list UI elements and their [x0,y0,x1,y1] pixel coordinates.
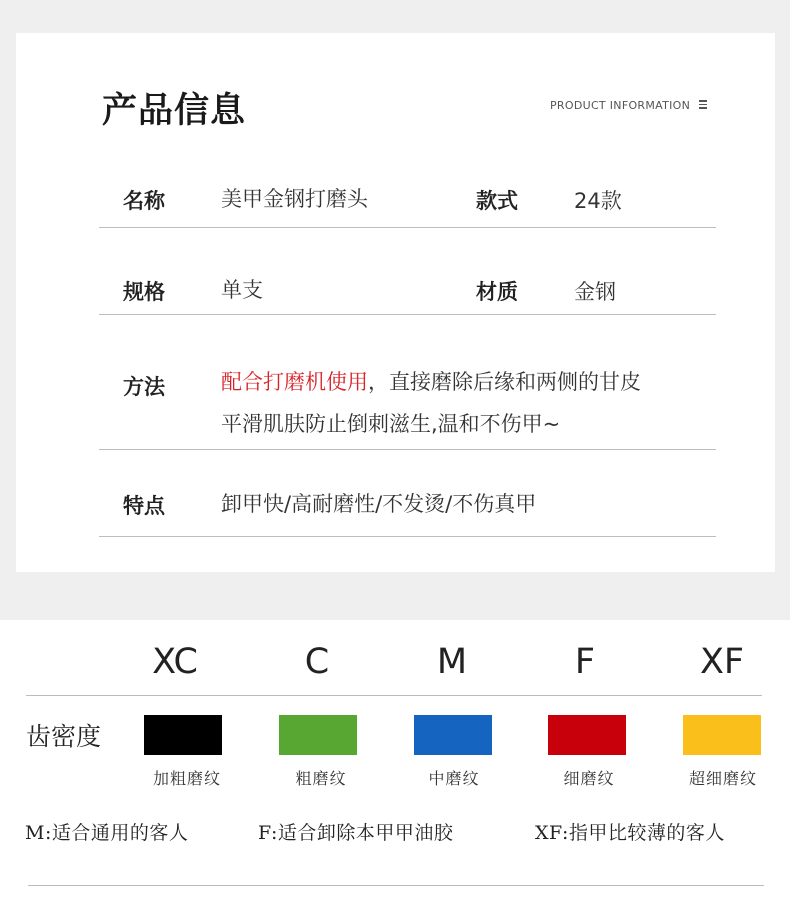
info-row-method [99,346,716,450]
swatch-label: 加粗磨纹 [152,769,221,788]
method-highlight: 配合打磨机使用 [221,370,368,394]
menu-icon [699,100,707,108]
page-title: 产品信息 [102,91,247,131]
spec-value: 单支 [221,278,263,302]
grade-label: XC [152,642,198,682]
note-m: M:适合通用的客人 [25,822,189,844]
method-label: 方法 [123,375,165,399]
name-value: 美甲金钢打磨头 [221,187,368,211]
color-swatch [548,715,626,755]
note-xf: XF:指甲比较薄的客人 [535,822,725,844]
color-swatch [414,715,492,755]
swatch-label: 粗磨纹 [295,769,347,788]
material-value: 金钢 [574,280,616,304]
grit-section [0,620,790,902]
swatch-label: 中磨纹 [428,769,480,788]
info-row-feature [99,451,716,537]
swatch-label: 超细磨纹 [688,769,757,788]
feature-value: 卸甲快/高耐磨性/不发烫/不伤真甲 [221,492,537,516]
grade-label: M [436,642,468,682]
spec-label: 规格 [123,280,165,304]
name-label: 名称 [123,189,165,213]
method-value [221,361,641,445]
method-text: ，直接磨除后缘和两侧的甘皮 [368,370,641,394]
info-row-name [99,168,716,228]
grade-label: F [574,642,596,682]
product-info-card [16,33,775,572]
color-swatch [279,715,357,755]
swatch-label: 细磨纹 [563,769,615,788]
grade-label: XF [699,642,745,682]
divider [28,885,764,886]
info-row-spec [99,259,716,315]
page-subtitle: PRODUCT INFORMATION [550,99,691,112]
note-f: F:适合卸除本甲甲油胶 [258,822,454,844]
grade-label: C [304,642,330,682]
style-value: 24款 [574,189,622,213]
divider [26,695,762,696]
material-label: 材质 [476,280,518,304]
style-label: 款式 [476,189,518,213]
color-swatch [144,715,222,755]
density-label: 齿密度 [26,722,102,751]
color-swatch [683,715,761,755]
method-text-line2: 平滑肌肤防止倒刺滋生,温和不伤甲~ [221,412,561,436]
feature-label: 特点 [123,494,165,518]
